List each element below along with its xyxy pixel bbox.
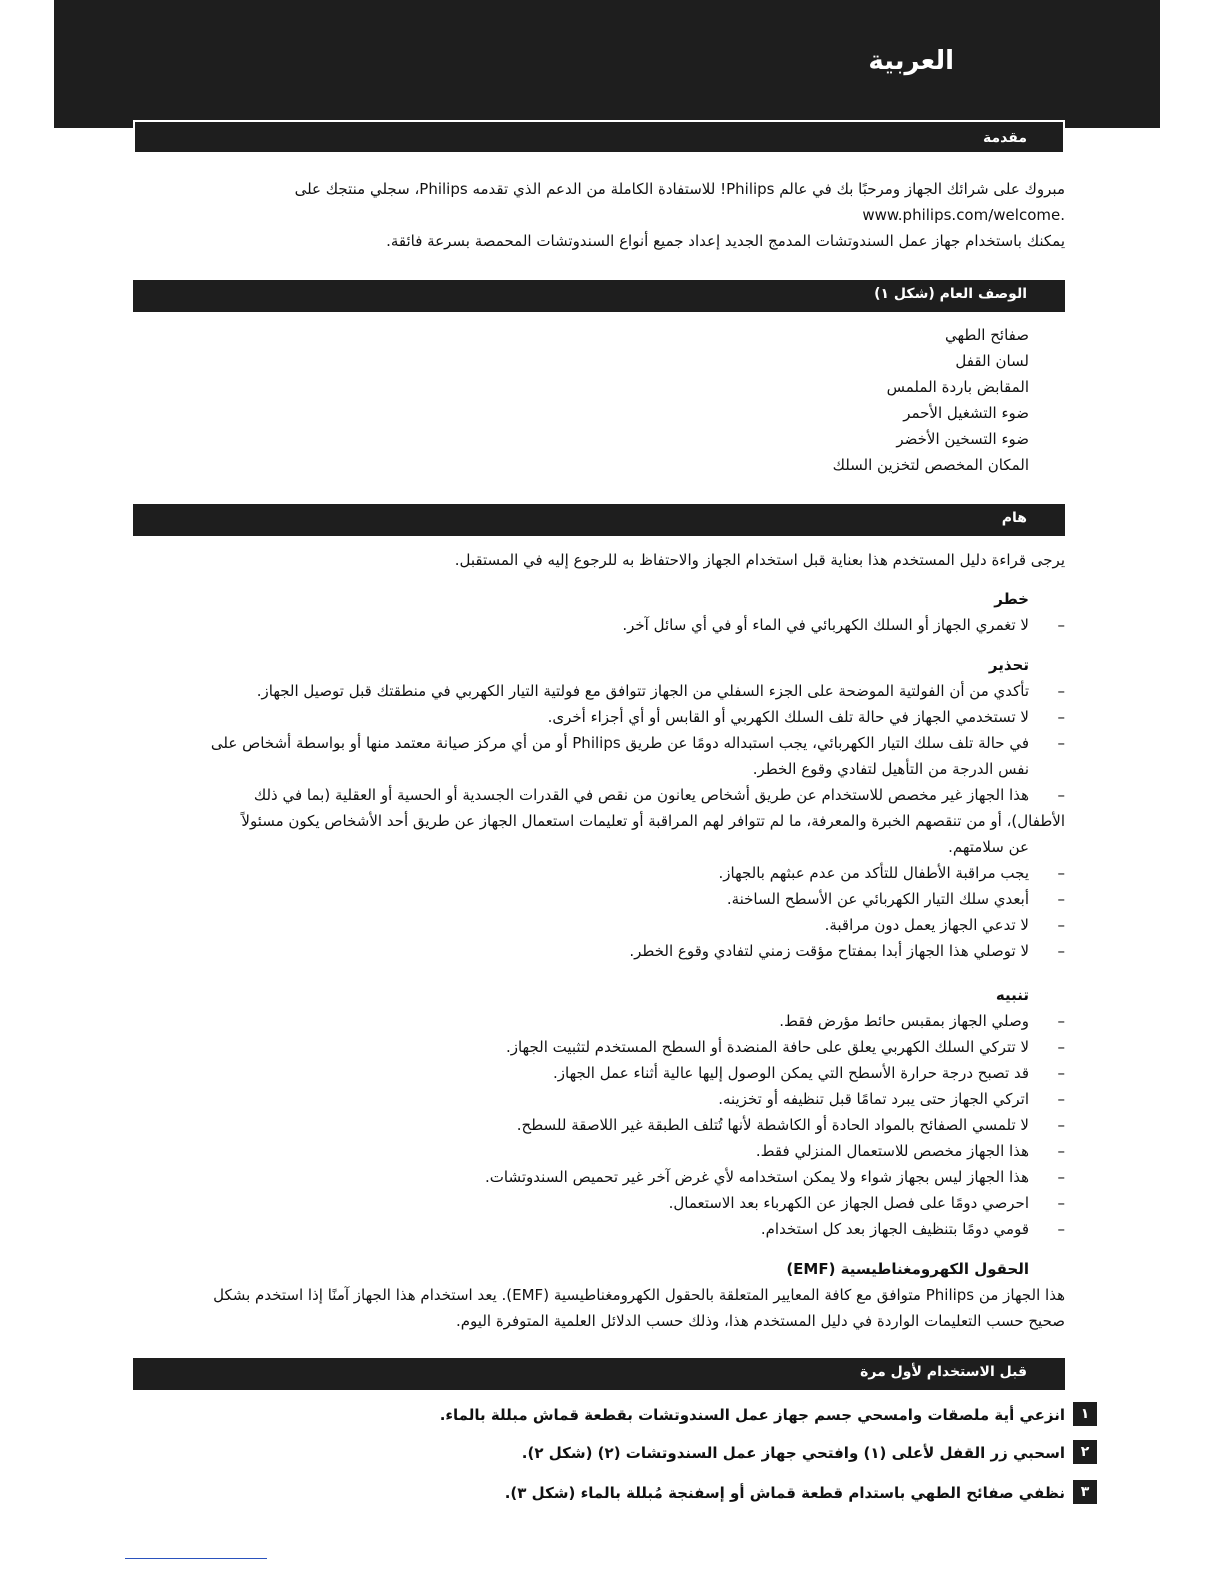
dash-icon: – [1057, 942, 1065, 960]
step-text: نظفي صفائح الطهي باستدام قطعة قماش أو إسفنجة مُبللة بالماء (شكل ٣). [504, 1484, 1065, 1502]
emf-heading: الحقول الكهرومغناطيسية (EMF) [786, 1260, 1029, 1278]
warning-item: – لا تستخدمي الجهاز في حالة تلف السلك الكهربي أو القابس أو أي أجزاء أخرى. [133, 704, 1065, 730]
warning-item: – يجب مراقبة الأطفال للتأكد من عدم عبثهم بالجهاز. [133, 860, 1065, 886]
caution-item: – هذا الجهاز مخصص للاستعمال المنزلي فقط. [133, 1138, 1065, 1164]
section-title-general-description: الوصف العام (شكل ١) [874, 286, 1027, 302]
step-number: ٣ [1073, 1480, 1097, 1504]
language-title: العربية [868, 46, 954, 76]
warning-item: – هذا الجهاز غير مخصص للاستخدام عن طريق أشخاص يعانون من نقص في القدرات الجسدية أو الحسية أو العقلية (بما في ذلك الأطفال)، أو من تنقصهم الخبرة والمعرفة، ما لم تتوافر لهم المراقبة أو تعليمات استعمال الجهاز عن طريق أحد الأشخاص يكون مسئولاً عن سلامتهم. [133, 782, 1065, 860]
dash-icon: – [1057, 864, 1065, 882]
list-item: المقابض باردة الملمس [886, 378, 1029, 396]
section-bar-general-description [133, 280, 1065, 312]
footer-divider [125, 1558, 267, 1559]
dash-icon: – [1057, 1038, 1065, 1056]
dash-icon: – [1057, 616, 1065, 634]
step-3 [504, 1480, 1090, 1506]
caution-item: – قومي دومًا بتنظيف الجهاز بعد كل استخدام. [133, 1216, 1065, 1242]
intro-line: يمكنك باستخدام جهاز عمل السندوتشات المدمج الجديد إعداد جميع أنواع السندوتشات المحمصة بسرعة فائقة. [386, 232, 1065, 250]
dash-icon: – [1057, 1116, 1065, 1134]
dash-icon: – [1057, 786, 1065, 804]
emf-block [133, 1256, 1065, 1334]
caution-item: – لا تتركي السلك الكهربي يعلق على حافة المنضدة أو السطح المستخدم لتثبيت الجهاز. [133, 1034, 1065, 1060]
dash-icon: – [1057, 1064, 1065, 1082]
warning-heading: تحذير [988, 656, 1029, 674]
dash-icon: – [1057, 1012, 1065, 1030]
intro-line: .www.philips.com/welcome [862, 206, 1065, 224]
step-number: ١ [1073, 1402, 1097, 1426]
list-item: ضوء التسخين الأخضر [896, 430, 1029, 448]
caution-item: – قد تصبح درجة حرارة الأسطح التي يمكن الوصول إليها عالية أثناء عمل الجهاز. [133, 1060, 1065, 1086]
dash-icon: – [1057, 682, 1065, 700]
warning-item: – لا تدعي الجهاز يعمل دون مراقبة. [133, 912, 1065, 938]
warning-item: – في حالة تلف سلك التيار الكهربائي، يجب استبداله دومًا عن طريق Philips أو من أي مركز صيانة معتمد منها أو بواسطة أشخاص على نفس الدرجة من التأهيل لتفادي وقوع الخطر. [133, 730, 1065, 782]
intro-paragraph [133, 176, 1065, 254]
list-item: صفائح الطهي [945, 326, 1029, 344]
warning-item: – أبعدي سلك التيار الكهربائي عن الأسطح الساخنة. [133, 886, 1065, 912]
warning-item: – لا توصلي هذا الجهاز أبدا بمفتاح مؤقت زمني لتفادي وقوع الخطر. [133, 938, 1065, 964]
list-item: المكان المخصص لتخزين السلك [832, 456, 1029, 474]
warning-item: – تأكدي من أن الفولتية الموضحة على الجزء السفلي من الجهاز تتوافق مع فولتية التيار الكهربي في منطقتك قبل توصيل الجهاز. [133, 678, 1065, 704]
emf-line: صحيح حسب التعليمات الواردة في دليل المستخدم هذا، وذلك حسب الدلائل العلمية المتوفرة اليوم. [455, 1312, 1065, 1330]
danger-heading: خطر [994, 590, 1029, 608]
dash-icon: – [1057, 1220, 1065, 1238]
section-bar-important [133, 504, 1065, 536]
section-title-before-first-use: قبل الاستخدام لأول مرة [860, 1364, 1027, 1380]
dash-icon: – [1057, 1194, 1065, 1212]
caution-item: – هذا الجهاز ليس بجهاز شواء ولا يمكن استخدامه لأي غرض آخر غير تحميص السندوتشات. [133, 1164, 1065, 1190]
warning-block [133, 652, 1065, 964]
parts-list [133, 322, 1065, 478]
danger-block [133, 586, 1065, 638]
step-number: ٢ [1073, 1440, 1097, 1464]
dash-icon: – [1057, 1168, 1065, 1186]
caution-heading: تنبيه [995, 986, 1029, 1004]
dash-icon: – [1057, 916, 1065, 934]
list-item: ضوء التشغيل الأحمر [903, 404, 1029, 422]
page-header [54, 0, 1160, 128]
step-2 [521, 1440, 1090, 1466]
caution-item: – اتركي الجهاز حتى يبرد تمامًا قبل تنظيفه أو تخزينه. [133, 1086, 1065, 1112]
caution-item: – احرصي دومًا على فصل الجهاز عن الكهرباء بعد الاستعمال. [133, 1190, 1065, 1216]
dash-icon: – [1057, 734, 1065, 752]
step-1 [439, 1402, 1090, 1428]
emf-line: هذا الجهاز من Philips متوافق مع كافة المعايير المتعلقة بالحقول الكهرومغناطيسية (EMF). يعد استخدام هذا الجهاز آمنًا إذا استخدم بشكل [213, 1286, 1065, 1304]
caution-item: – لا تلمسي الصفائح بالمواد الحادة أو الكاشطة لأنها تُتلف الطبقة غير اللاصقة للسطح. [133, 1112, 1065, 1138]
list-item: لسان القفل [955, 352, 1029, 370]
section-title-intro: مقدمة [983, 130, 1027, 146]
dash-icon: – [1057, 1090, 1065, 1108]
dash-icon: – [1057, 890, 1065, 908]
danger-item: – لا تغمري الجهاز أو السلك الكهربائي في الماء أو في أي سائل آخر. [133, 612, 1065, 638]
important-intro: يرجى قراءة دليل المستخدم هذا بعناية قبل استخدام الجهاز والاحتفاظ به للرجوع إليه في المستقبل. [454, 551, 1065, 569]
section-bar-intro [133, 120, 1065, 154]
caution-block [133, 982, 1065, 1242]
section-bar-before-first-use [133, 1358, 1065, 1390]
caution-item: – وصلي الجهاز بمقبس حائط مؤرض فقط. [133, 1008, 1065, 1034]
intro-line: مبروك على شرائك الجهاز ومرحبًا بك في عالم Philips! للاستفادة الكاملة من الدعم الذي تقدمه Philips، سجلي منتجك على [294, 180, 1065, 198]
dash-icon: – [1057, 708, 1065, 726]
step-text: اسحبي زر القفل لأعلى (١) وافتحي جهاز عمل السندوتشات (٢) (شكل ٢). [521, 1444, 1065, 1462]
section-title-important: هام [1001, 510, 1027, 526]
dash-icon: – [1057, 1142, 1065, 1160]
step-text: انزعي أية ملصقات وامسحي جسم جهاز عمل السندوتشات بقطعة قماش مبللة بالماء. [439, 1406, 1065, 1424]
